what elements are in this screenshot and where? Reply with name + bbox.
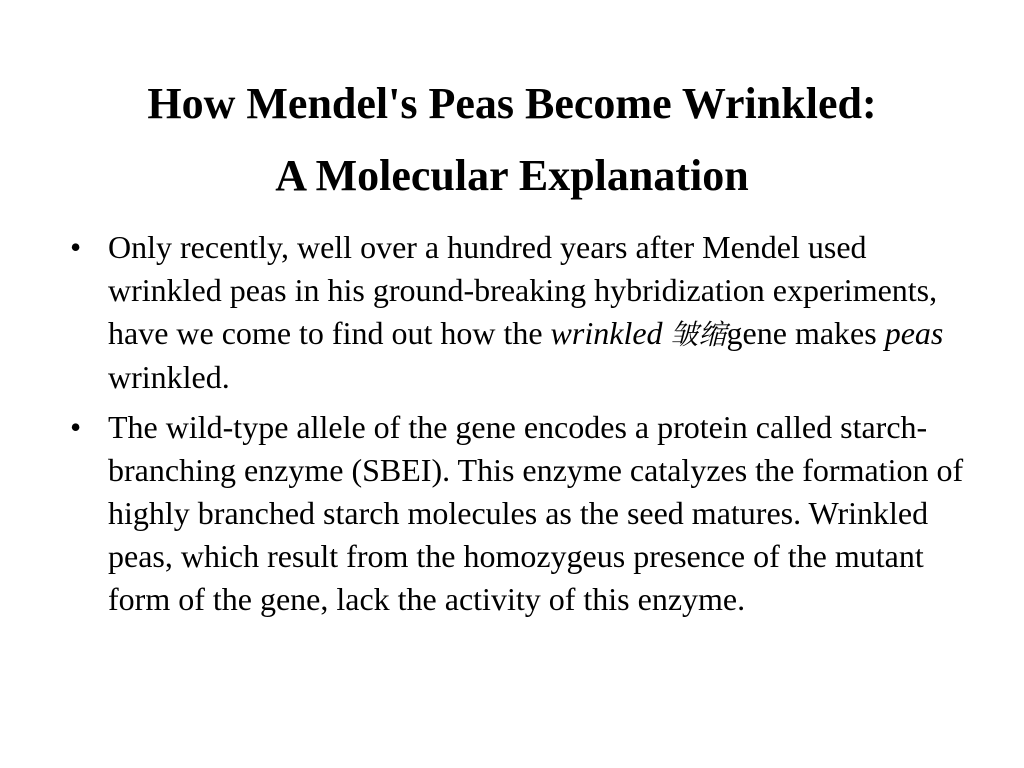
bullet-1-cjk-term: 皱缩 (670, 318, 727, 351)
bullet-list (70, 226, 970, 628)
slide-title (40, 68, 984, 212)
title-line-1: How Mendel's Peas Become Wrinkled: (147, 79, 877, 128)
bullet-item-2 (70, 406, 970, 621)
title-line-2: A Molecular Explanation (275, 151, 749, 200)
bullet-1-text-before: Only recently, well over a hundred years after Mendel used wrinkled peas in his ground-breaking hybridization experiments, have we come to find out how the (108, 229, 938, 351)
bullet-marker: • (70, 409, 82, 445)
bullet-item-1 (70, 226, 970, 399)
bullet-1-text-middle: gene makes (726, 315, 885, 351)
bullet-marker: • (70, 229, 82, 265)
bullet-1-italic-term: wrinkled (550, 315, 671, 351)
bullet-1-italic-term-2: peas (884, 315, 944, 351)
bullet-1-text-after: wrinkled. (108, 359, 230, 395)
bullet-2-text: The wild-type allele of the gene encodes a protein called starch-branching enzyme (SBEI). This enzyme catalyzes the formation of highly branched starch molecules as the seed matures. Wrinkled peas, which result from the homozygeus presence of the mutant form of the gene, lack the activity of this enzyme. (108, 409, 964, 617)
